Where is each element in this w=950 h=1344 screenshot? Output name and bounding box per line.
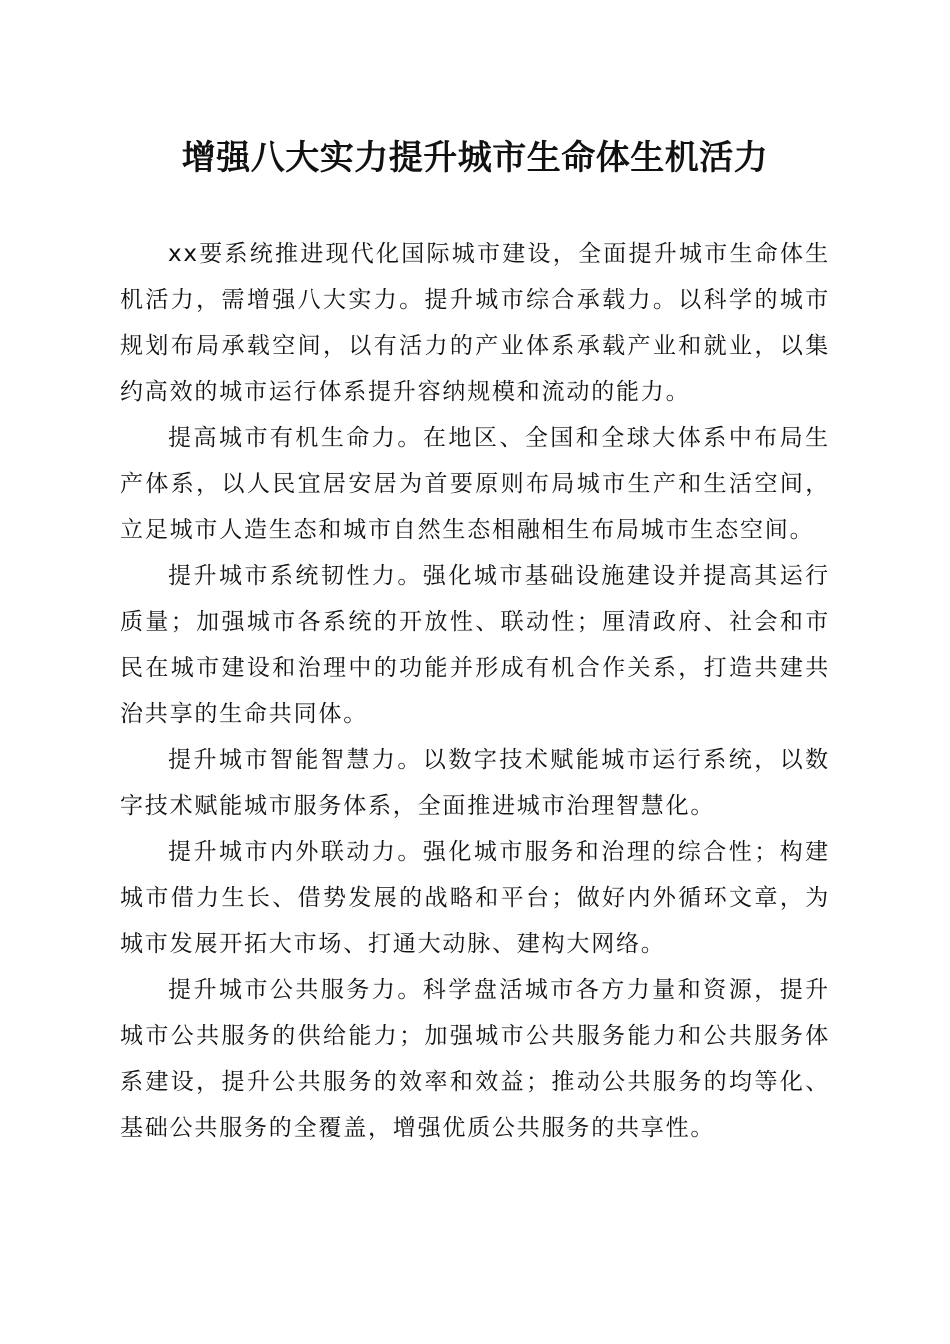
paragraph-3: 提升城市系统韧性力。强化城市基础设施建设并提高其运行质量；加强城市各系统的开放性、联动性；厘清政府、社会和市民在城市建设和治理中的功能并形成有机合作关系，打造共建共治共享的生命共同体。 (120, 563, 830, 727)
paragraph-1: xx要系统推进现代化国际城市建设，全面提升城市生命体生机活力，需增强八大实力。提升城市综合承载力。以科学的城市规划布局承载空间，以有活力的产业体系承载产业和就业，以集约高效的城市运行体系提升容纳规模和流动的能力。 (120, 241, 830, 405)
paragraph-2: 提高城市有机生命力。在地区、全国和全球大体系中布局生产体系，以人民宜居安居为首要原则布局城市生产和生活空间，立足城市人造生态和城市自然生态相融相生布局城市生态空间。 (120, 425, 830, 543)
paragraph-6: 提升城市公共服务力。科学盘活城市各方力量和资源，提升城市公共服务的供给能力；加强城市公共服务能力和公共服务体系建设，提升公共服务的效率和效益；推动公共服务的均等化、基础公共服务的全覆盖，增强优质公共服务的共享性。 (120, 977, 830, 1141)
paragraph-5: 提升城市内外联动力。强化城市服务和治理的综合性；构建城市借力生长、借势发展的战略和平台；做好内外循环文章，为城市发展开拓大市场、打通大动脉、建构大网络。 (120, 839, 830, 957)
paragraph-4: 提升城市智能智慧力。以数字技术赋能城市运行系统，以数字技术赋能城市服务体系，全面推进城市治理智慧化。 (120, 747, 830, 819)
document-title: 增强八大实力提升城市生命体生机活力 (181, 138, 769, 178)
document-body (120, 231, 830, 1151)
